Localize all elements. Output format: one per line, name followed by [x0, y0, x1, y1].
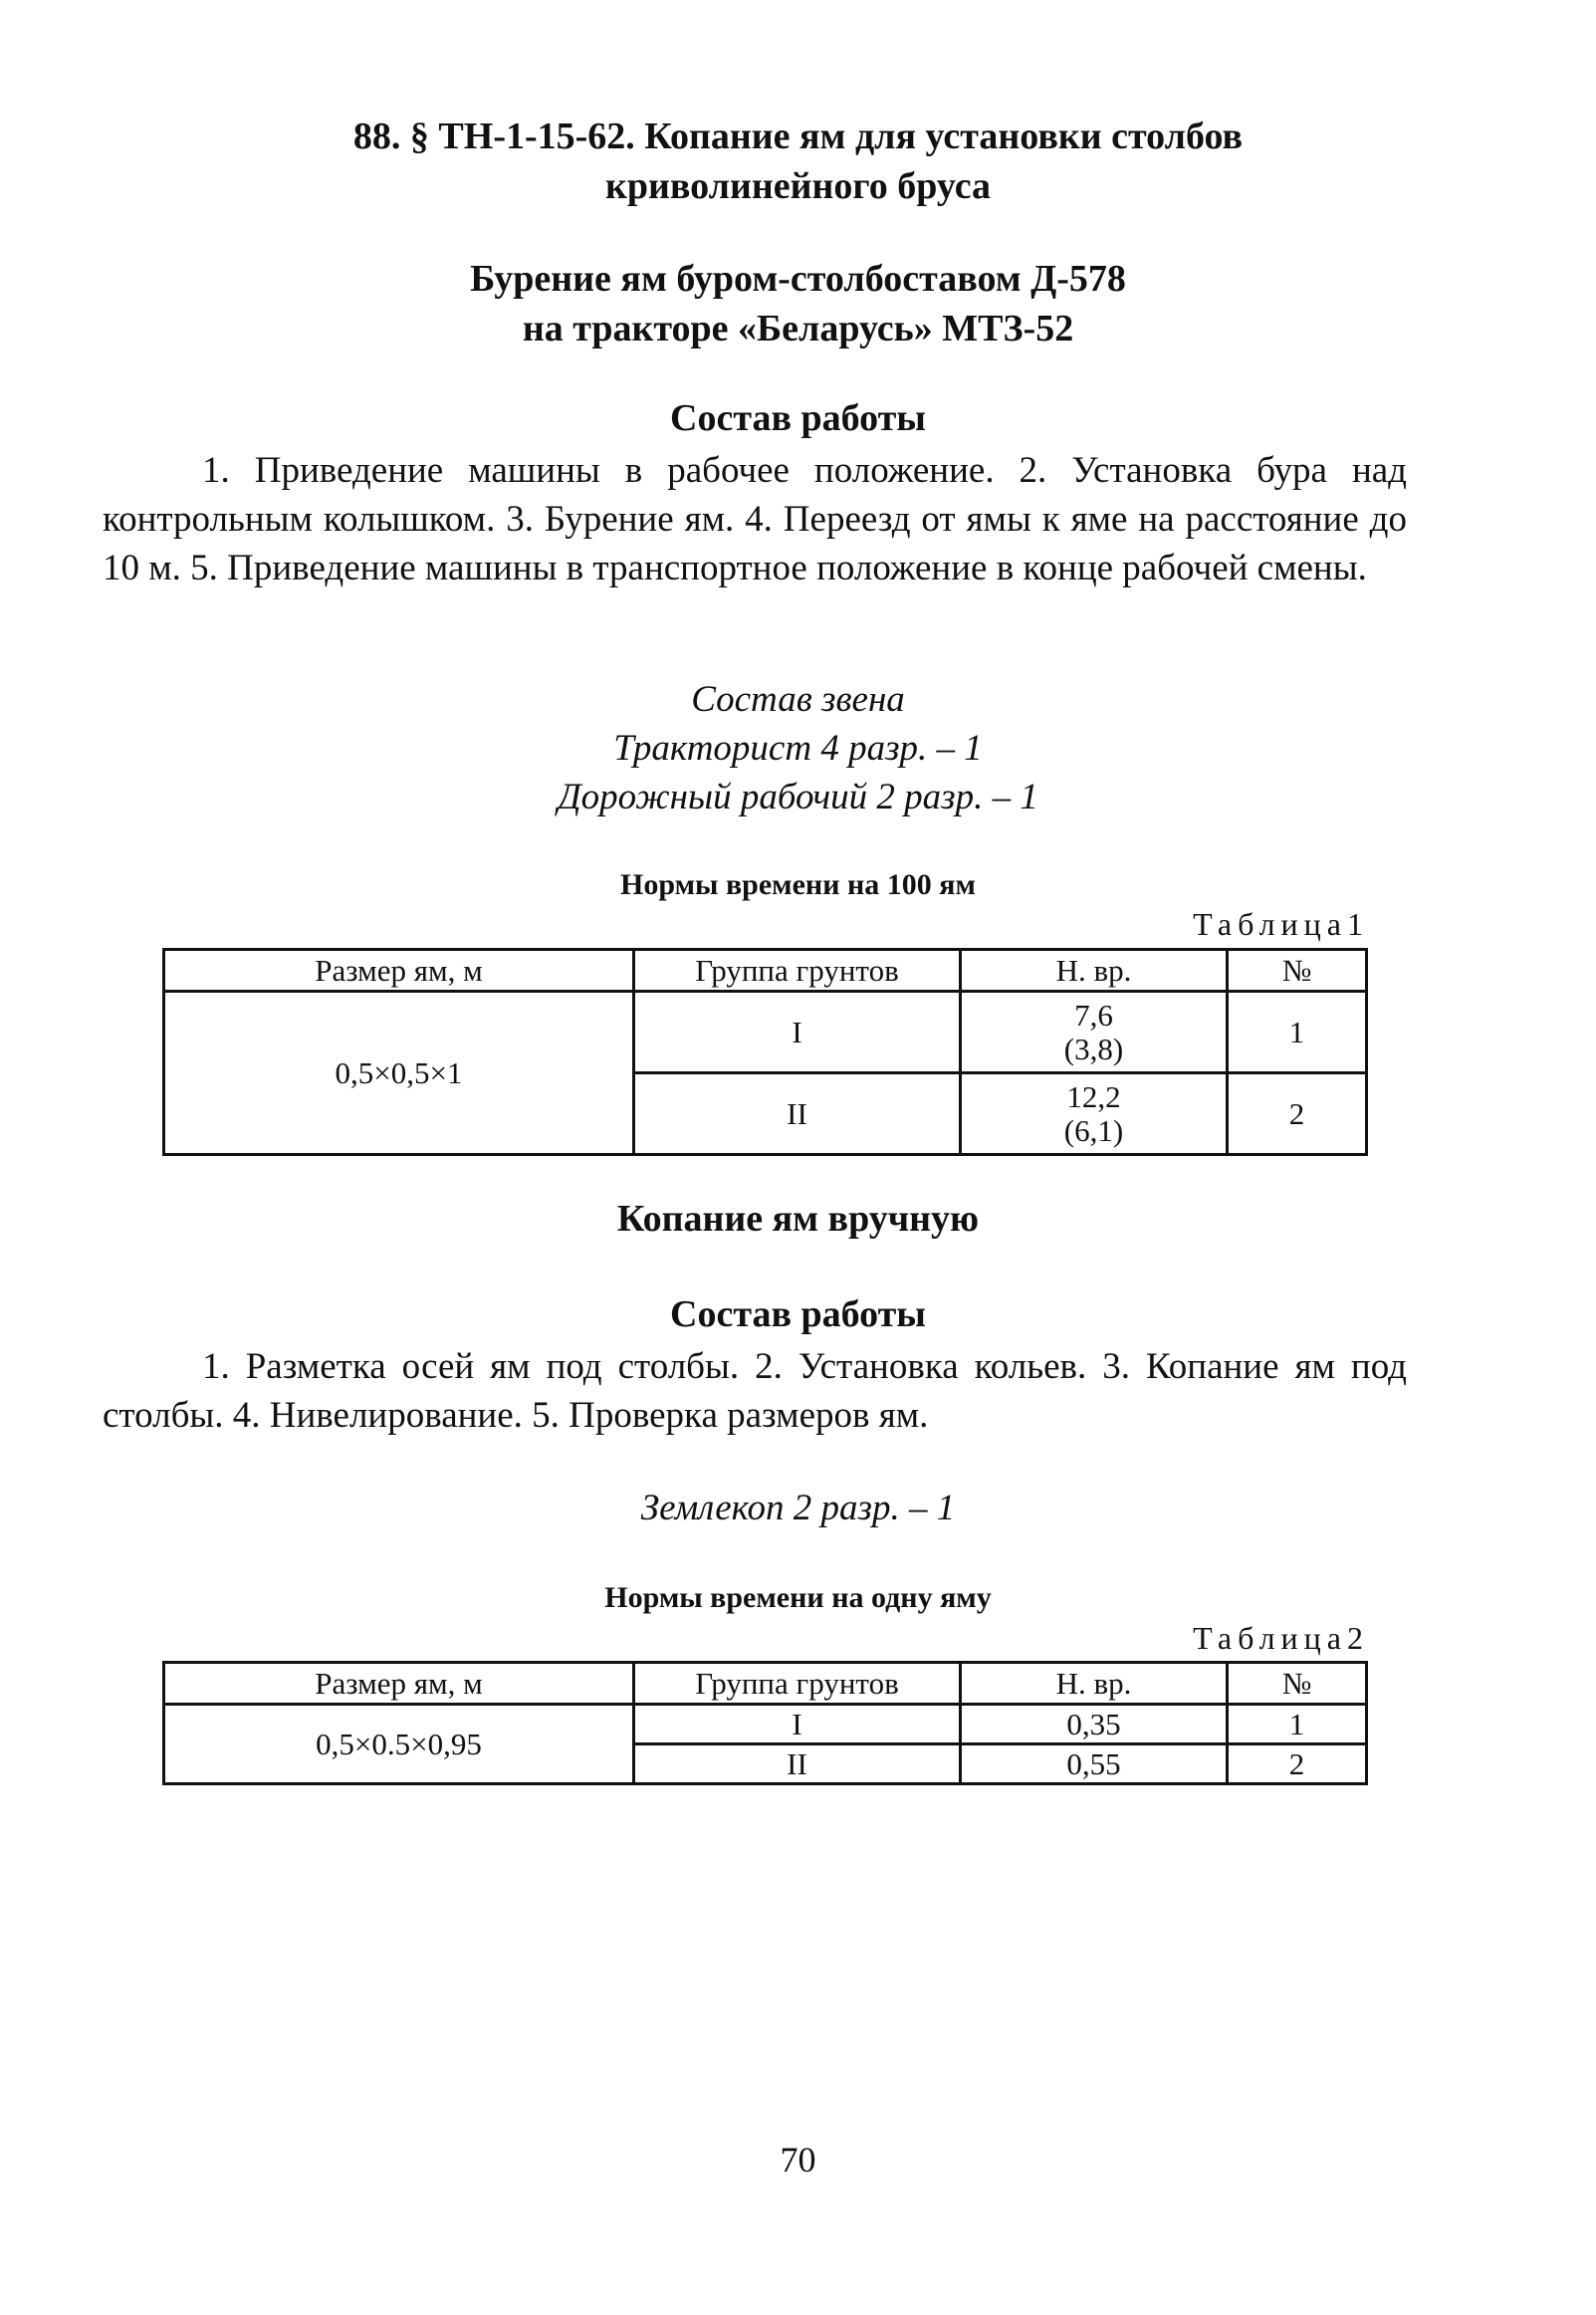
table-row	[164, 992, 1367, 1073]
section2-crew-line: Землекоп 2 разр. – 1	[640, 1488, 956, 1528]
col-header-group: Группа грунтов	[634, 950, 961, 992]
norm-cell	[961, 992, 1228, 1073]
norm-sub-value: (6,1)	[1063, 1112, 1124, 1148]
num-cell: 2	[1228, 1744, 1367, 1784]
col-header-num: №	[1228, 950, 1367, 992]
section1-heading	[0, 254, 1596, 353]
norm-cell: 0,35	[961, 1705, 1228, 1744]
table1-caption: Нормы времени на 100 ям	[620, 868, 976, 901]
crew-heading: Состав звена	[691, 679, 905, 720]
size-cell: 0,5×0.5×0,95	[164, 1705, 634, 1784]
norm-sub-value: (3,8)	[1063, 1031, 1124, 1066]
norm-value: 7,6	[1074, 997, 1113, 1033]
section2-work-text: 1. Разметка осей ям под столбы. 2. Установка кольев. 3. Копание ям под столбы. 4. Нивелирование. 5. Проверка размеров ям.	[103, 1346, 1407, 1436]
col-header-size: Размер ям, м	[164, 950, 634, 992]
table-header-row	[164, 950, 1367, 992]
group-cell: II	[634, 1744, 961, 1784]
col-header-size: Размер ям, м	[164, 1663, 634, 1705]
col-header-group: Группа грунтов	[634, 1663, 961, 1705]
norm-value: 12,2	[1066, 1078, 1121, 1114]
col-header-norm: Н. вр.	[961, 950, 1228, 992]
table2	[162, 1661, 1368, 1785]
num-cell: 2	[1228, 1073, 1367, 1155]
section2-work-heading: Состав работы	[670, 1293, 926, 1335]
crew-line-1: Тракторист 4 разр. – 1	[613, 728, 983, 769]
section1-work-text: 1. Приведение машины в рабочее положение. 2. Установка бура над контрольным колышком. 3. Бурение ям. 4. Переезд от ямы к яме на расстояние до 10 м. 5. Приведение машины в транспортное положение в конце рабочей смены.	[103, 450, 1407, 588]
page-title	[0, 112, 1596, 211]
col-header-num: №	[1228, 1663, 1367, 1705]
section1-heading-line-2: на тракторе «Беларусь» МТЗ-52	[522, 308, 1074, 349]
section1-heading-line-1: Бурение ям буром-столбоставом Д-578	[470, 258, 1126, 300]
norm-cell	[961, 1073, 1228, 1155]
norm-cell: 0,55	[961, 1744, 1228, 1784]
table1-label: Таблица1	[1193, 906, 1369, 942]
size-cell: 0,5×0,5×1	[164, 992, 634, 1155]
group-cell: I	[634, 1705, 961, 1744]
table-header-row	[164, 1663, 1367, 1705]
crew-block	[0, 675, 1596, 821]
table2-caption: Нормы времени на одну яму	[604, 1581, 992, 1614]
num-cell: 1	[1228, 1705, 1367, 1744]
page-number: 70	[780, 2140, 816, 2180]
group-cell: I	[634, 992, 961, 1073]
col-header-norm: Н. вр.	[961, 1663, 1228, 1705]
num-cell: 1	[1228, 992, 1367, 1073]
table2-label: Таблица2	[1193, 1620, 1369, 1656]
title-line-1: 88. § ТН-1-15-62. Копание ям для установки столбов	[352, 116, 1244, 157]
section2-heading: Копание ям вручную	[616, 1198, 980, 1240]
section1-work-heading: Состав работы	[670, 397, 926, 439]
group-cell: II	[634, 1073, 961, 1155]
table1	[162, 948, 1368, 1156]
crew-line-2: Дорожный рабочий 2 разр. – 1	[558, 777, 1038, 817]
title-line-2: криволинейного бруса	[604, 165, 992, 207]
table-row	[164, 1705, 1367, 1744]
